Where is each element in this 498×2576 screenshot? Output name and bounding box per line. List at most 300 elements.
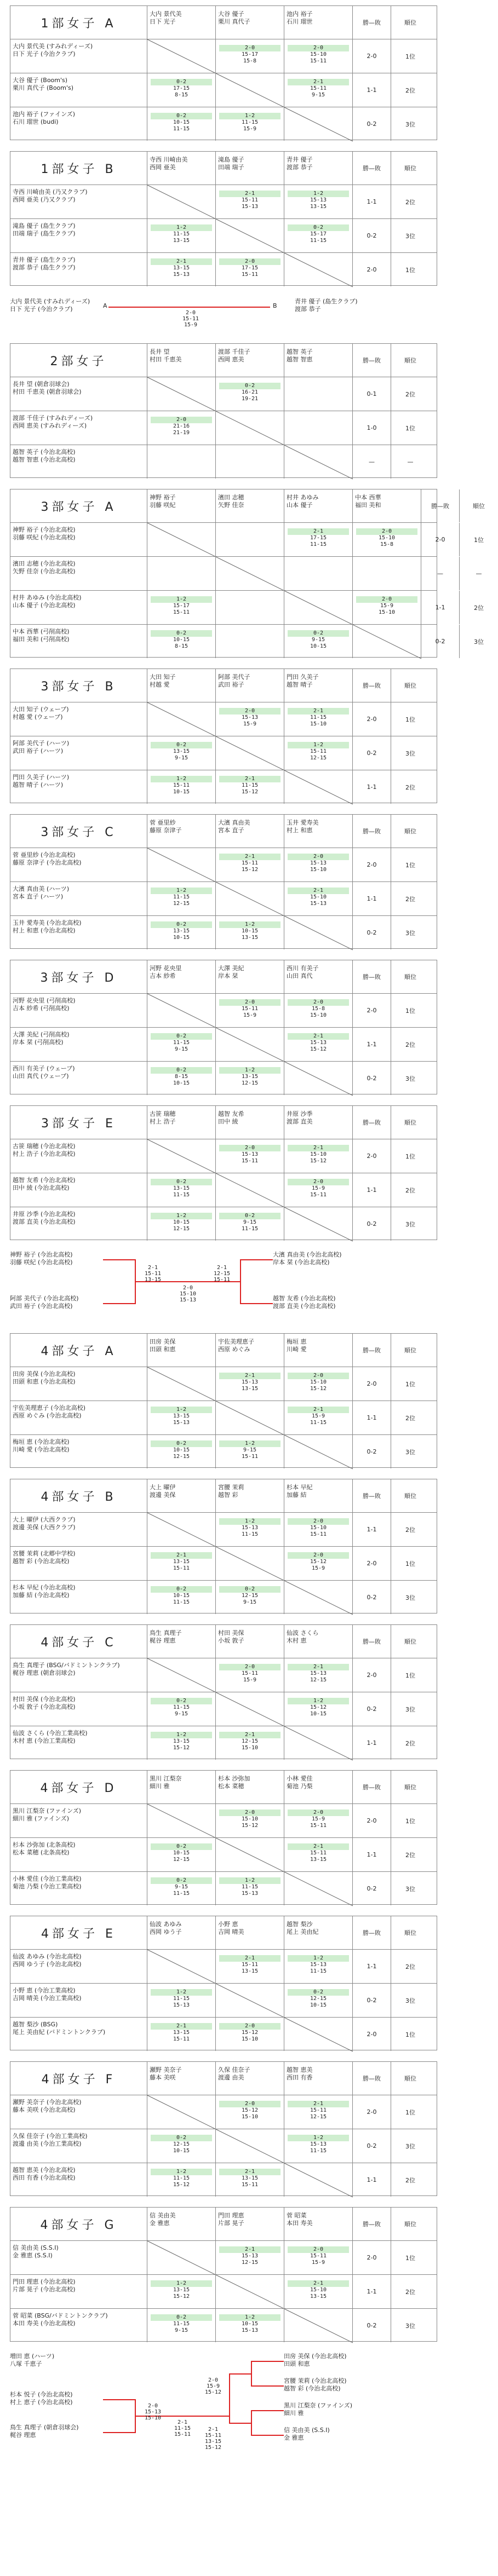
- header-pair: 大田 知子 村越 愛: [147, 669, 216, 702]
- final-left-player: 大内 景代美 (すみれディーズ) 日下 光子 (今治クラブ): [10, 298, 90, 313]
- player-names: 菅 亜里紗 (今治北高校) 藤原 奈津子 (今治北高校): [10, 848, 147, 881]
- match-score: 2-1 15-10 15-13: [288, 888, 349, 907]
- rank-value: 3位: [405, 750, 415, 757]
- player-names: 小野 恵 (今治工業高校) 吉岡 晴美 (今治工業高校): [10, 1984, 147, 2017]
- header-pair: 門田 理恵 片部 晃子: [216, 2208, 284, 2240]
- score-cell: [216, 2241, 284, 2274]
- diagonal-mark: [147, 523, 216, 557]
- score-cell: [147, 185, 216, 218]
- rank-value: 3位: [405, 2322, 415, 2330]
- score-cell: [284, 2241, 353, 2274]
- score-cell: [284, 411, 353, 445]
- match-score: 0-2 13-15 9-15: [151, 742, 212, 762]
- match-score: 2-0 21-16 21-19: [151, 417, 212, 436]
- match-score: 0-2 17-15 8-15: [151, 79, 212, 99]
- win-loss: 1-1: [353, 1028, 391, 1061]
- win-loss: 1-1: [353, 1950, 391, 1983]
- match-score: 2-0 15-11 15-9: [288, 2246, 349, 2266]
- result-label: 勝—敗: [421, 489, 460, 522]
- rank-value: 2位: [405, 1851, 415, 1859]
- match-score: 2-0 15-12 15-9: [288, 1552, 349, 1572]
- group-title: 1部女子 A: [10, 6, 147, 39]
- diagonal-mark: [216, 1984, 284, 2018]
- final4-line: [103, 2399, 136, 2400]
- player-row: [10, 2274, 437, 2308]
- match-score: 2-1 13-15 15-13: [151, 258, 212, 278]
- score-cell: [147, 1028, 216, 1061]
- win-loss: 0-2: [353, 1207, 391, 1241]
- score-cell: [284, 445, 353, 479]
- player-names: 鳥生 真理子 (BSG/バドミントンクラブ) 梶谷 理恵 (朝倉羽球会): [10, 1658, 147, 1692]
- player-names: 越智 英子 (今治北高校) 越智 智恵 (今治北高校): [10, 445, 147, 479]
- final3-player: 大濱 真由美 (今治北高校) 岸本 栞 (今治北高校): [273, 1251, 342, 1266]
- final4-player: 杉本 悦子 (今治北高校) 村上 恵子 (今治北高校): [10, 2391, 73, 2406]
- match-score: 1-2 13-15 15-13: [151, 1407, 212, 1426]
- diagonal-mark: [147, 702, 216, 736]
- player-names: 古笹 瑞穂 (今治北高校) 村上 浩子 (今治北高校): [10, 1139, 147, 1173]
- match-score: 2-0 15-13 15-11: [219, 1145, 281, 1165]
- score-cell: [147, 107, 216, 141]
- score-cell: [284, 1513, 353, 1546]
- group-4部女子-B: [10, 1479, 437, 1613]
- match-score: 2-0 15-10 15-12: [219, 1809, 281, 1829]
- score-cell: [147, 219, 216, 252]
- player-row: [10, 624, 484, 658]
- player-row: [10, 848, 437, 881]
- match-score: 1-2 10-15 12-15: [151, 1213, 212, 1232]
- rank-label: 順位: [404, 1929, 416, 1937]
- group-title: 1部女子 B: [10, 152, 147, 185]
- final3-score: 2-0 15-10 15-13: [179, 1285, 197, 1303]
- player-names: 大田 知子 (ウェーブ) 村越 愛 (ウェーブ): [10, 702, 147, 736]
- group-header: [10, 2062, 437, 2095]
- rank-value: 1位: [405, 424, 415, 432]
- win-loss: 0-2: [353, 916, 391, 949]
- player-row: [10, 107, 437, 141]
- score-cell: [147, 994, 216, 1027]
- score-cell: [147, 253, 216, 286]
- diagonal-mark: [353, 625, 421, 659]
- result-label: 勝—敗: [353, 2208, 391, 2240]
- match-score: 1-2 13-15 12-15: [219, 1067, 281, 1087]
- score-cell: [216, 1726, 284, 1760]
- rank-value: 2位: [405, 2288, 415, 2296]
- player-names: 宇佐美理恵子 (今治北高校) 西原 めぐみ (今治北高校): [10, 1401, 147, 1434]
- score-cell: [147, 1435, 216, 1468]
- match-score: 0-2 16-21 19-21: [219, 383, 281, 402]
- group-2部女子: [10, 343, 437, 478]
- win-loss: —: [421, 557, 460, 590]
- group-box: [10, 151, 437, 286]
- group-box: [10, 669, 437, 803]
- score-cell: [284, 377, 353, 411]
- result-label: 勝—敗: [353, 2062, 391, 2095]
- win-loss: 0-2: [353, 1984, 391, 2017]
- diagonal-mark: [284, 591, 353, 625]
- diagonal-mark: [216, 219, 284, 253]
- group-box: [10, 5, 437, 140]
- match-score: 1-2 15-12 10-15: [288, 1698, 349, 1718]
- win-loss: 1-1: [353, 2163, 391, 2197]
- player-row: [10, 993, 437, 1027]
- win-loss: 2-0: [353, 1547, 391, 1580]
- player-row: [10, 1803, 437, 1837]
- match-score: 2-1 13-15 15-11: [151, 2023, 212, 2043]
- header-pair: 菅 昭菜 本田 寿美: [284, 2208, 353, 2240]
- group-box: [10, 1105, 437, 1240]
- group-title: 3部女子 B: [10, 669, 147, 702]
- final-4-bracket: [10, 2353, 437, 2571]
- player-names: 信 美由美 (S.S.I) 金 雅恵 (S.S.I): [10, 2241, 147, 2274]
- score-cell: [216, 253, 284, 286]
- diagonal-mark: [147, 1513, 216, 1547]
- match-score: 2-0 15-10 15-11: [288, 1518, 349, 1538]
- rank-value: —: [407, 458, 414, 465]
- group-1部女子-A: [10, 5, 437, 140]
- score-cell: [147, 1804, 216, 1837]
- player-row: [10, 556, 482, 590]
- group-header: [10, 669, 437, 702]
- group-4部女子-A: [10, 1333, 437, 1468]
- score-cell: [284, 916, 353, 949]
- match-score: 2-0 15-9 15-11: [288, 1179, 349, 1198]
- rank-value: 3位: [405, 1075, 415, 1082]
- rank-value: 3位: [405, 1997, 415, 2004]
- player-row: [10, 2017, 437, 2051]
- match-score: 1-2 15-13 13-15: [288, 191, 349, 210]
- player-names: 池内 裕子 (ファインズ) 石川 瑠世 (budi): [10, 107, 147, 141]
- header-pair: 菅 亜里紗 藤原 奈津子: [147, 815, 216, 848]
- score-cell: [216, 107, 284, 141]
- player-row: [10, 2095, 437, 2129]
- rank-value: 3位: [405, 1448, 415, 1456]
- match-score: 1-2 15-11 10-15: [151, 776, 212, 796]
- player-names: 越智 梨沙 (BSG) 尾上 美由紀 (バドミントンクラブ): [10, 2018, 147, 2051]
- rank-value: 3位: [405, 120, 415, 128]
- match-score: 2-1 15-10 15-12: [288, 1145, 349, 1165]
- group-header: [10, 489, 485, 522]
- score-cell: [216, 377, 284, 411]
- player-row: [10, 2240, 437, 2274]
- group-title: 3部女子 D: [10, 960, 147, 993]
- win-loss: 1-1: [353, 770, 391, 804]
- header-pair: 村井 あゆみ 山本 優子: [284, 489, 353, 522]
- match-score: 2-0 15-12 15-10: [219, 2101, 281, 2120]
- header-pair: 門田 久美子 越智 晴子: [284, 669, 353, 702]
- diagonal-mark: [216, 2275, 284, 2309]
- score-cell: [216, 411, 284, 445]
- match-score: 0-2 12-15 9-15: [219, 1586, 281, 1606]
- rank-value: 2位: [405, 1414, 415, 1422]
- win-loss: 1-1: [353, 1513, 391, 1546]
- player-names: 門田 久美子 (ハーツ) 越智 晴子 (ハーツ): [10, 770, 147, 804]
- player-row: [10, 1139, 437, 1173]
- win-loss: 1-1: [421, 591, 460, 624]
- match-score: 2-0 15-13 15-9: [219, 708, 281, 728]
- rank-value: 3位: [405, 1705, 415, 1713]
- score-cell: [353, 523, 421, 556]
- score-cell: [147, 770, 216, 804]
- header-pair: 田房 美保 田頭 和恵: [147, 1334, 216, 1367]
- match-score: 1-2 10-15 15-13: [219, 2314, 281, 2334]
- player-row: [10, 590, 484, 624]
- win-loss: 1-0: [353, 411, 391, 445]
- win-loss: 2-0: [353, 848, 391, 881]
- group-title: 2部女子: [10, 344, 147, 377]
- score-cell: [284, 2018, 353, 2051]
- match-score: 2-1 15-9 11-15: [288, 1407, 349, 1426]
- group-3部女子-C: [10, 814, 437, 949]
- group-header: [10, 2208, 437, 2240]
- player-row: [10, 445, 437, 479]
- final4-player: 宮腰 茉莉 (今治北高校) 越智 彩 (今治北高校): [284, 2377, 347, 2392]
- score-cell: [216, 523, 284, 556]
- match-score: 2-1 15-13 12-15: [288, 1664, 349, 1684]
- win-loss: 0-2: [353, 1872, 391, 1905]
- match-score: 2-1 15-11 13-15: [219, 1955, 281, 1975]
- final4-player: 信 美由美 (S.S.I) 金 雅恵: [284, 2427, 330, 2441]
- win-loss: 2-0: [353, 1139, 391, 1173]
- match-score: 0-2 11-15 9-15: [151, 2314, 212, 2334]
- player-names: 濱田 志穂 (今治北高校) 矢野 佳奈 (今治北高校): [10, 557, 147, 590]
- player-row: [10, 2308, 437, 2342]
- score-cell: [216, 625, 284, 658]
- player-names: 越智 友希 (今治北高校) 田中 綾 (今治北高校): [10, 1173, 147, 1207]
- win-loss: 1-1: [353, 73, 391, 107]
- group-header: [10, 1334, 437, 1367]
- result-label: 勝—敗: [353, 960, 391, 993]
- score-cell: [147, 1692, 216, 1726]
- group-title: 4部女子 A: [10, 1334, 147, 1367]
- score-cell: [216, 2095, 284, 2129]
- score-cell: [284, 1547, 353, 1580]
- diagonal-mark: [216, 736, 284, 770]
- header-pair: 梅垣 恵 川崎 愛: [284, 1334, 353, 1367]
- rank-value: 3位: [405, 1594, 415, 1601]
- score-cell: [147, 523, 216, 556]
- win-loss: 2-0: [421, 523, 460, 556]
- rank-value: —: [476, 570, 482, 577]
- score-cell: [147, 916, 216, 949]
- score-cell: [284, 73, 353, 107]
- final3-player: 越智 友希 (今治北高校) 渡部 直美 (今治北高校): [273, 1295, 336, 1310]
- score-cell: [284, 1726, 353, 1760]
- diagonal-mark: [284, 770, 353, 804]
- result-label: 勝—敗: [353, 1916, 391, 1949]
- score-cell: [284, 185, 353, 218]
- diagonal-mark: [147, 1658, 216, 1692]
- score-cell: [284, 523, 353, 556]
- win-loss: —: [353, 445, 391, 479]
- final-1-bracket: [10, 297, 437, 335]
- win-loss: 2-0: [353, 994, 391, 1027]
- score-cell: [216, 73, 284, 107]
- final4-player: 黒川 江梨奈 (ファインズ) 細川 雅: [284, 2402, 353, 2417]
- score-cell: [216, 1173, 284, 1207]
- match-score: 1-2 11-15 15-13: [219, 1877, 281, 1897]
- score-cell: [284, 1984, 353, 2017]
- rank-value: 1位: [405, 1007, 415, 1015]
- score-cell: [284, 882, 353, 915]
- rank-value: 3位: [405, 1885, 415, 1893]
- player-names: 越智 恵美 (今治北高校) 西田 有香 (今治北高校): [10, 2163, 147, 2197]
- score-cell: [147, 1872, 216, 1905]
- header-pair: 宇佐美理恵子 西原 めぐみ: [216, 1334, 284, 1367]
- score-cell: [147, 1207, 216, 1241]
- score-cell: [284, 736, 353, 770]
- score-cell: [216, 557, 284, 590]
- final-line: [108, 307, 270, 308]
- player-row: [10, 39, 437, 73]
- header-pair: 杉本 沙弥加 松本 菜穂: [216, 1771, 284, 1803]
- header-pair: 阿部 美代子 武田 裕子: [216, 669, 284, 702]
- final4-player: 増田 恵 (ハーツ) 八塚 千恵子: [10, 2353, 55, 2367]
- win-loss: 2-0: [353, 1658, 391, 1692]
- win-loss: 0-2: [353, 1581, 391, 1614]
- match-score: 2-1 13-15 15-11: [219, 2169, 281, 2188]
- final4-line: [199, 2416, 230, 2417]
- final4-line: [251, 2435, 284, 2436]
- player-names: 大上 曜伊 (大西クラブ) 渡邊 美保 (大西クラブ): [10, 1513, 147, 1546]
- diagonal-mark: [284, 1435, 353, 1469]
- group-3部女子-E: [10, 1105, 437, 1240]
- player-row: [10, 1837, 437, 1871]
- player-names: 阿部 美代子 (ハーツ) 武田 裕子 (ハーツ): [10, 736, 147, 770]
- header-pair: 小林 愛佳 菊池 乃梨: [284, 1771, 353, 1803]
- diagonal-mark: [147, 39, 216, 73]
- rank-value: 2位: [405, 783, 415, 791]
- rank-value: 3位: [405, 232, 415, 240]
- score-cell: [284, 1872, 353, 1905]
- match-score: 2-1 15-11 9-15: [288, 79, 349, 99]
- win-loss: 0-2: [353, 2309, 391, 2342]
- diagonal-mark: [284, 2018, 353, 2051]
- match-score: 0-2 12-15 10-15: [288, 1989, 349, 2009]
- rank-value: 3位: [405, 1220, 415, 1228]
- player-names: 長井 望 (朝倉羽球会) 村田 千恵美 (朝倉羽球会): [10, 377, 147, 411]
- match-score: 2-1 11-15 15-12: [219, 776, 281, 796]
- rank-value: 1位: [405, 53, 415, 60]
- match-score: 0-2 9-15 10-15: [288, 630, 349, 650]
- group-title: 4部女子 G: [10, 2208, 147, 2240]
- header-pair: 小野 恵 吉岡 晴美: [216, 1916, 284, 1949]
- diagonal-mark: [284, 2309, 353, 2343]
- rank-value: 1位: [405, 2254, 415, 2262]
- score-cell: [284, 1581, 353, 1614]
- final3-player: 神野 裕子 (今治北高校) 羽藤 咲紀 (今治北高校): [10, 1251, 73, 1266]
- diagonal-mark: [284, 253, 353, 287]
- win-loss: 0-2: [421, 625, 460, 658]
- final3-line: [103, 1303, 136, 1304]
- final-right-player: 青井 優子 (島生クラブ) 渡部 恭子: [295, 298, 358, 313]
- match-score: 2-1 17-15 11-15: [288, 528, 349, 548]
- score-cell: [284, 2309, 353, 2342]
- match-score: 0-2 9-15 11-15: [219, 1213, 281, 1232]
- score-cell: [147, 2018, 216, 2051]
- score-cell: [284, 625, 353, 658]
- group-box: [10, 960, 437, 1094]
- match-score: 2-1 15-11 15-12: [219, 854, 281, 873]
- match-score: 2-1 15-11 15-13: [219, 191, 281, 210]
- score-cell: [147, 1984, 216, 2017]
- win-loss: 1-1: [353, 2275, 391, 2308]
- rank-label: 順位: [473, 503, 485, 510]
- group-3部女子-A: [10, 489, 485, 658]
- score-cell: [284, 1950, 353, 1983]
- result-label: 勝—敗: [353, 1479, 391, 1512]
- group-title: 4部女子 E: [10, 1916, 147, 1949]
- win-loss: 2-0: [353, 39, 391, 73]
- player-names: 大内 景代美 (すみれディーズ) 日下 光子 (今治クラブ): [10, 39, 147, 73]
- rank-label: 順位: [404, 2221, 416, 2228]
- win-loss: 0-1: [353, 377, 391, 411]
- match-score: 2-0 15-9 15-11: [288, 1809, 349, 1829]
- match-score: 0-2 10-15 11-15: [151, 1586, 212, 1606]
- player-names: 仙波 あゆみ (今治北高校) 西岡 ゆう子 (今治北高校): [10, 1950, 147, 1983]
- match-score: 1-2 15-13 11-15: [288, 2135, 349, 2154]
- final-right-mark: B: [273, 302, 277, 309]
- player-names: 村井 あゆみ (今治北高校) 山本 優子 (今治北高校): [10, 591, 147, 624]
- score-cell: [216, 1401, 284, 1434]
- group-header: [10, 1479, 437, 1512]
- match-score: 1-2 15-13 11-15: [219, 1518, 281, 1538]
- match-score: 2-1 15-10 13-15: [288, 2280, 349, 2300]
- header-pair: 大内 景代美 日下 光子: [147, 6, 216, 39]
- header-pair: 寺西 川崎由美 西岡 亜美: [147, 152, 216, 185]
- match-score: 1-2 15-17 15-11: [151, 596, 212, 616]
- group-header: [10, 344, 437, 377]
- player-names: 菅 昭菜 (BSG/バドミントンクラブ) 本田 寿美 (今治北高校): [10, 2309, 147, 2342]
- player-names: 寺西 川崎由美 (乃又クラブ) 西岡 亜美 (乃又クラブ): [10, 185, 147, 218]
- score-cell: [147, 1173, 216, 1207]
- score-cell: [147, 445, 216, 479]
- diagonal-mark: [284, 1581, 353, 1615]
- score-cell: [284, 994, 353, 1027]
- match-score: 2-1 15-13 13-15: [219, 1373, 281, 1392]
- rank-value: 3位: [405, 929, 415, 937]
- header-pair: 河野 花央里 吉本 紗希: [147, 960, 216, 993]
- header-pair: 村田 美保 小坂 敦子: [216, 1625, 284, 1658]
- rank-label: 順位: [404, 1347, 416, 1354]
- rank-value: 2位: [405, 895, 415, 903]
- score-cell: [147, 377, 216, 411]
- diagonal-mark: [147, 848, 216, 882]
- player-row: [10, 1983, 437, 2017]
- score-cell: [216, 1838, 284, 1871]
- score-cell: [284, 2275, 353, 2308]
- diagonal-mark: [147, 2095, 216, 2129]
- final3-score: 2-1 15-11 13-15: [144, 1265, 162, 1283]
- score-cell: [147, 73, 216, 107]
- player-names: 井原 沙季 (今治北高校) 渡部 直美 (今治北高校): [10, 1207, 147, 1241]
- rank-value: 1位: [405, 1817, 415, 1825]
- score-cell: [284, 1207, 353, 1241]
- score-cell: [284, 848, 353, 881]
- header-pair: 古笹 瑞穂 村上 浩子: [147, 1106, 216, 1139]
- group-3部女子-D: [10, 960, 437, 1094]
- player-names: 村田 美保 (今治北高校) 小坂 敦子 (今治北高校): [10, 1692, 147, 1726]
- rank-label: 順位: [404, 828, 416, 835]
- group-box: [10, 1479, 437, 1613]
- win-loss: 0-2: [353, 2129, 391, 2163]
- match-score: 1-2 10-15 13-15: [219, 921, 281, 941]
- header-pair: 長井 望 村田 千恵美: [147, 344, 216, 377]
- score-cell: [216, 848, 284, 881]
- header-pair: 西川 有美子 山田 真代: [284, 960, 353, 993]
- score-cell: [216, 445, 284, 479]
- match-score: 2-1 15-11 13-15: [288, 1843, 349, 1863]
- diagonal-mark: [284, 1207, 353, 1241]
